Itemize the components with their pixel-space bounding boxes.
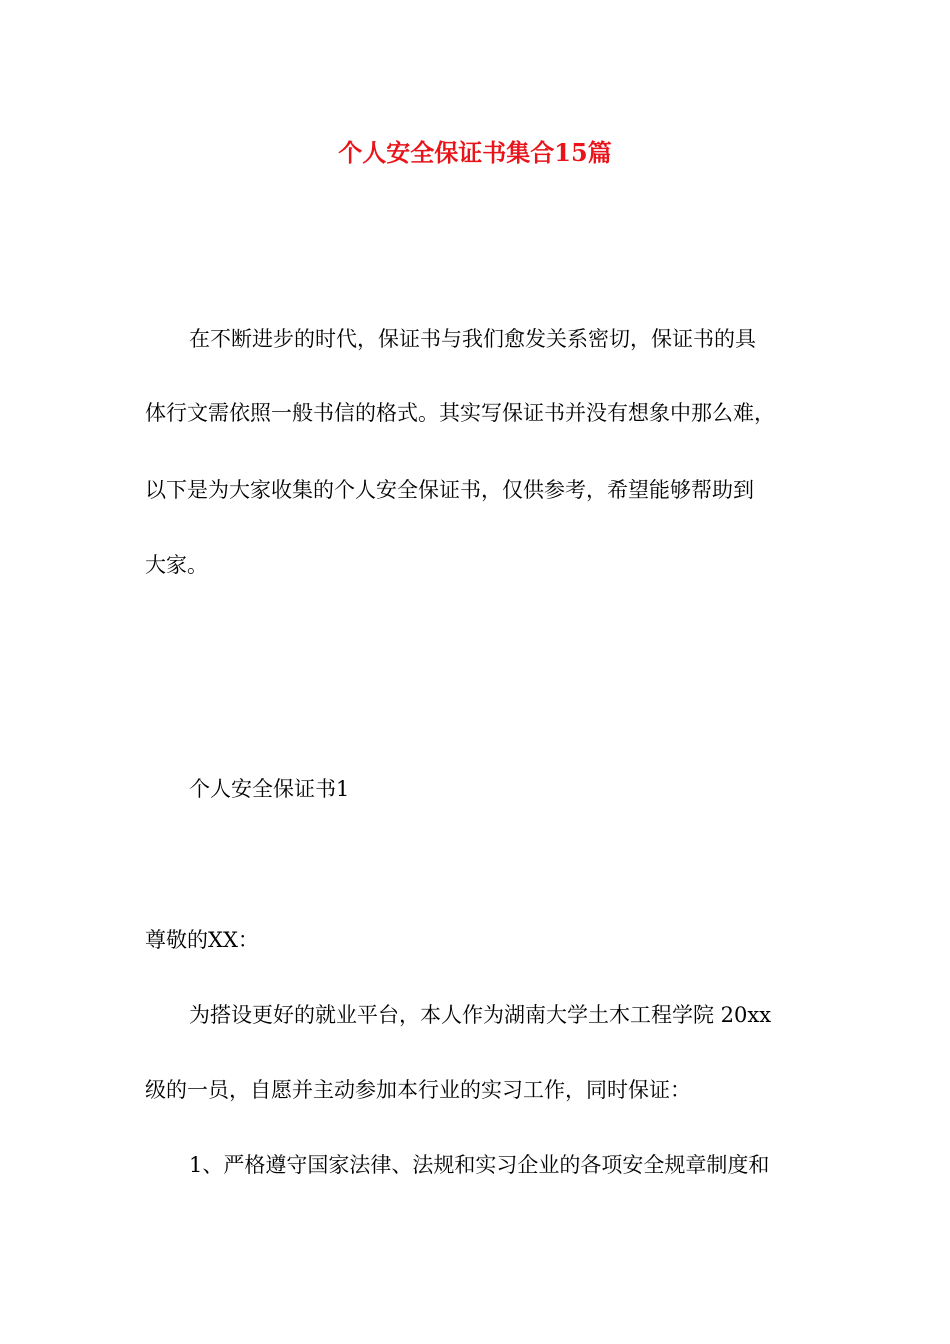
- list-item-1: 1、严格遵守国家法律、法规和实习企业的各项安全规章制度和: [189, 1153, 770, 1177]
- intro-line-2: 体行文需依照一般书信的格式。其实写保证书并没有想象中那么难，: [145, 401, 775, 425]
- section-heading: 个人安全保证书1: [189, 777, 350, 801]
- intro-line-3: 以下是为大家收集的个人安全保证书，仅供参考，希望能够帮助到: [145, 478, 754, 502]
- salutation: 尊敬的XX：: [145, 928, 259, 952]
- intro-line-1: 在不断进步的时代，保证书与我们愈发关系密切，保证书的具: [189, 327, 756, 351]
- intro-line-4: 大家。: [145, 553, 208, 577]
- document-title: 个人安全保证书集合15篇: [338, 138, 612, 167]
- paragraph-line-2: 级的一员，自愿并主动参加本行业的实习工作，同时保证：: [145, 1078, 691, 1102]
- paragraph-line-1: 为搭设更好的就业平台，本人作为湖南大学土木工程学院 20xx: [189, 1003, 772, 1027]
